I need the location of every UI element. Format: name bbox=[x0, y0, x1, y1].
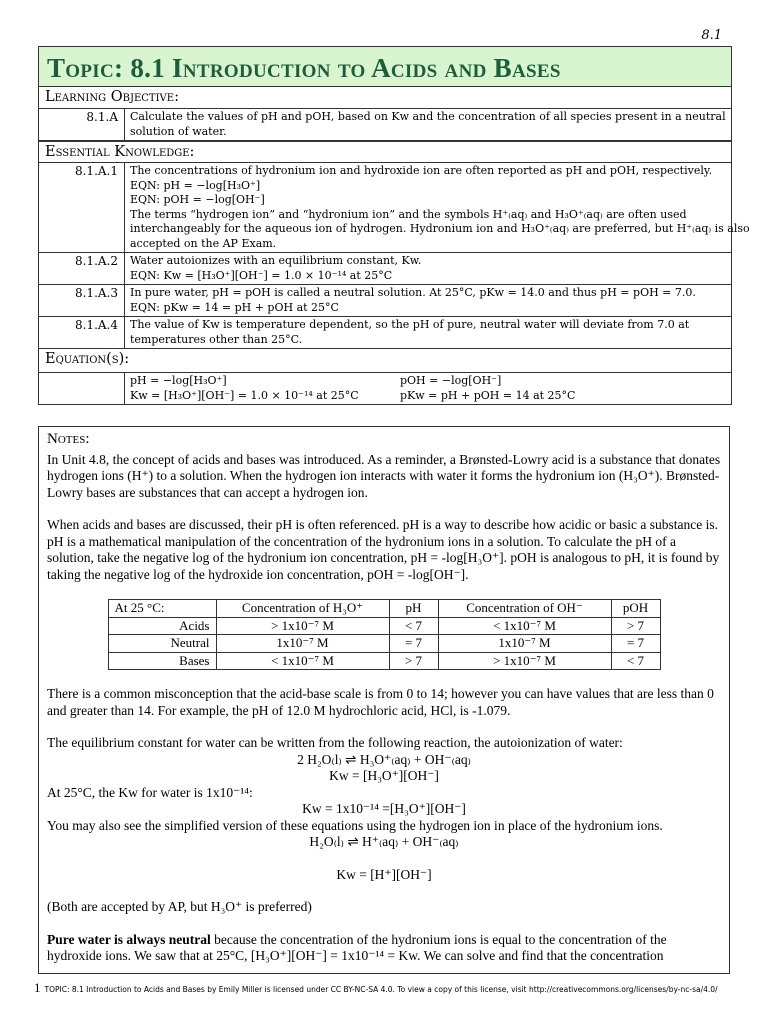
equation: 2 H₂O₍l₎ ⇌ H₃O⁺₍aq₎ + OH⁻₍aq₎ bbox=[297, 751, 471, 767]
ek-code: 8.1.A.3 bbox=[39, 285, 125, 316]
lo-code: 8.1.A bbox=[39, 109, 125, 140]
equation: Kw = [H₃O⁺][OH⁻] = 1.0 × 10⁻¹⁴ at 25°C bbox=[130, 388, 359, 402]
table-cell: < 1x10⁻⁷ M bbox=[216, 652, 389, 670]
notes-paragraph: There is a common misconception that the acid-base scale is from 0 to 14; however you can have values that are less than 0 and greater than 14. For example, the pH of 12.0 M hydrochloric acid, HCl, is -1.079. bbox=[47, 686, 714, 718]
page-number: 1 bbox=[34, 980, 41, 995]
notes-paragraph: When acids and bases are discussed, their pH is often referenced. pH is a way to describe how acidic or basic a substance is. pH is a mathematical manipulation of the concentration of the hydronium ions in a solution. To calculate the pH of a solution, take the negative log of the hydronium ion concentration, pH = -log[H₃O⁺]. pOH is analogous to pH, it is found by taking the negative log of the hydroxide ion concentration, pOH = -log[OH⁻]. bbox=[47, 517, 720, 582]
ek-line: Water autoionizes with an equilibrium constant, Kw. bbox=[130, 254, 422, 267]
ek-code: 8.1.A.4 bbox=[39, 317, 125, 348]
table-header-row bbox=[108, 600, 660, 618]
notes-paragraph: You may also see the simplified version of these equations using the hydrogen ion in place of the hydronium ions. bbox=[47, 817, 663, 833]
table-cell: < 7 bbox=[389, 617, 438, 635]
ek-line: EQN: Kw = [H₃O⁺][OH⁻] = 1.0 × 10⁻¹⁴ at 25°C bbox=[130, 268, 393, 282]
table-cell: = 7 bbox=[389, 635, 438, 653]
table-header: Concentration of H₃O⁺ bbox=[216, 600, 389, 618]
ek-line: EQN: pH = −log[H₃O⁺] bbox=[130, 178, 261, 192]
ek-row bbox=[39, 253, 731, 285]
essential-knowledge-heading: Essential Knowledge: bbox=[39, 141, 731, 163]
notes-paragraph: At 25°C, the Kw for water is 1x10⁻¹⁴: bbox=[47, 784, 253, 800]
table-cell: Acids bbox=[108, 617, 216, 635]
lo-row bbox=[39, 109, 731, 141]
table-row bbox=[108, 635, 660, 653]
equation: Kw = [H⁺][OH⁻] bbox=[336, 866, 432, 882]
table-cell: > 1x10⁻⁷ M bbox=[216, 617, 389, 635]
table-cell: = 7 bbox=[611, 635, 660, 653]
ek-line: The terms “hydrogen ion” and “hydronium ion” and the symbols H⁺₍aq₎ and H₃O⁺₍aq₎ are often used bbox=[130, 207, 687, 221]
ek-code: 8.1.A.2 bbox=[39, 253, 125, 284]
equation: pH = −log[H₃O⁺] bbox=[130, 374, 227, 387]
ek-text bbox=[125, 317, 731, 348]
footer bbox=[34, 980, 718, 996]
ek-line: The value of Kw is temperature dependent, so the pH of pure, neutral water will deviate from 7.0 at bbox=[130, 318, 690, 331]
ek-line: The concentrations of hydronium ion and hydroxide ion are often reported as pH and pOH, respectively. bbox=[130, 164, 713, 177]
notes-paragraph bbox=[47, 932, 721, 965]
ek-row bbox=[39, 317, 731, 349]
ek-row bbox=[39, 285, 731, 317]
lo-line: solution of water. bbox=[130, 124, 227, 138]
equation: pOH = −log[OH⁻] bbox=[400, 374, 502, 387]
ek-line: EQN: pKw = 14 = pH + pOH at 25°C bbox=[130, 300, 339, 314]
ek-line: EQN: pOH = −log[OH⁻] bbox=[130, 193, 265, 206]
table-header: Concentration of OH⁻ bbox=[438, 600, 611, 618]
page-tag: 8.1 bbox=[701, 28, 722, 43]
equation: Kw = [H₃O⁺][OH⁻] bbox=[329, 768, 439, 783]
notes-box bbox=[38, 426, 730, 974]
equation: H₂O₍l₎ ⇌ H⁺₍aq₎ + OH⁻₍aq₎ bbox=[309, 834, 459, 849]
notes-paragraph: In Unit 4.8, the concept of acids and bases was introduced. As a reminder, a Brønsted-Lowry acid is a substance that donates hydrogen ions (H⁺) to a solution. When the hydrogen ion interacts with water it forms the hydronium ion (H₃O⁺). Brønsted-Lowry bases are substances that can accept a hydrogen ion. bbox=[47, 451, 721, 500]
lo-text bbox=[125, 109, 731, 140]
lo-line: Calculate the values of pH and pOH, based on Kw and the concentration of all species present in a neutral bbox=[130, 110, 726, 123]
table-cell: Neutral bbox=[108, 635, 216, 653]
notes-paragraph: The equilibrium constant for water can be written from the following reaction, the autoionization of water: bbox=[47, 735, 623, 750]
notes-heading: Notes: bbox=[47, 431, 90, 447]
table-cell: > 7 bbox=[611, 617, 660, 635]
table-cell: > 1x10⁻⁷ M bbox=[438, 652, 611, 670]
ek-line: accepted on the AP Exam. bbox=[130, 236, 277, 250]
table-cell: 1x10⁻⁷ M bbox=[216, 635, 389, 653]
table-cell: < 1x10⁻⁷ M bbox=[438, 617, 611, 635]
equations-heading: Equation(s): bbox=[39, 349, 731, 373]
ek-line: interchangeably for the aqueous ion of hydrogen. Hydronium ion and H₃O⁺₍aq₎ are preferred, but H⁺₍aq₎ is also bbox=[130, 222, 750, 235]
learning-objective-heading: Learning Objective: bbox=[39, 87, 731, 109]
bold-phrase: Pure water is always neutral bbox=[47, 931, 211, 947]
ek-line: In pure water, pH = pOH is called a neutral solution. At 25°C, pKw = 14.0 and thus pH = pOH = 7.0. bbox=[130, 286, 696, 299]
ph-table bbox=[108, 599, 661, 670]
notes-text: because the concentration of the hydronium ions is equal to the concentration of the hydroxide ions. We saw that at 25°C, [H₃O⁺][OH⁻] = 1x10⁻¹⁴ = Kw. We can solve and find that the concentration bbox=[47, 931, 667, 963]
ek-code: 8.1.A.1 bbox=[39, 163, 125, 252]
ek-text bbox=[125, 163, 755, 252]
table-row bbox=[108, 617, 660, 635]
equation: Kw = 1x10⁻¹⁴ =[H₃O⁺][OH⁻] bbox=[302, 801, 466, 816]
table-cell: < 7 bbox=[611, 652, 660, 670]
ek-text bbox=[125, 285, 731, 316]
ek-row bbox=[39, 163, 750, 253]
topic-table bbox=[38, 46, 750, 405]
license-text: TOPIC: 8.1 Introduction to Acids and Bases by Emily Miller is licensed under CC BY-NC-SA 4.0. To view a copy of this license, visit http://creativecommons.org/licenses/by-nc-sa/4.0/ bbox=[44, 985, 718, 994]
table-cell: > 7 bbox=[389, 652, 438, 670]
equation: pKw = pH + pOH = 14 at 25°C bbox=[400, 388, 576, 402]
table-cell: 1x10⁻⁷ M bbox=[438, 635, 611, 653]
table-header: pOH bbox=[611, 600, 660, 618]
equations-row bbox=[39, 373, 731, 404]
topic-title: Topic: 8.1 Introduction to Acids and Bases bbox=[47, 53, 561, 83]
equations-code bbox=[39, 373, 125, 404]
table-cell: Bases bbox=[108, 652, 216, 670]
ek-line: temperatures other than 25°C. bbox=[130, 332, 303, 346]
table-row bbox=[108, 652, 660, 670]
notes-paragraph: (Both are accepted by AP, but H₃O⁺ is preferred) bbox=[47, 899, 312, 914]
topic-title-bar bbox=[39, 47, 731, 87]
equations-grid bbox=[125, 373, 731, 404]
ek-text bbox=[125, 253, 731, 284]
table-header: pH bbox=[389, 600, 438, 618]
table-header: At 25 °C: bbox=[108, 600, 216, 618]
